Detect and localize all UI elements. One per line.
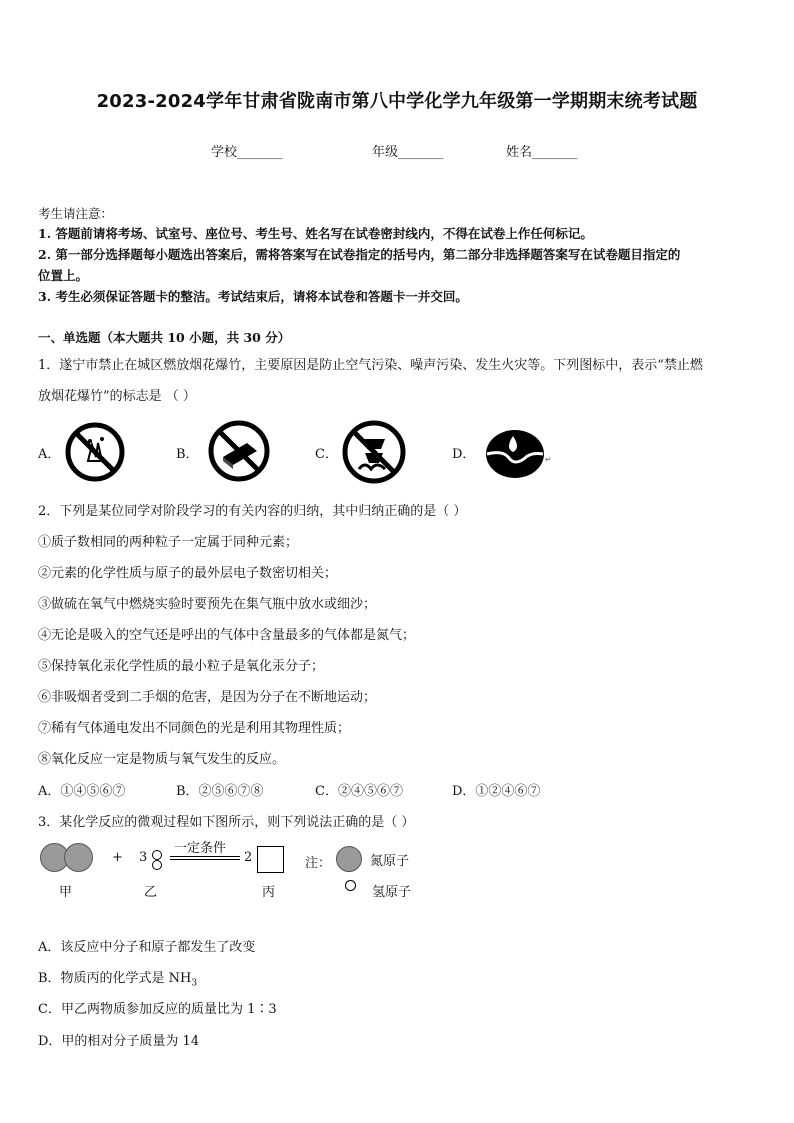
q3-option-b <box>38 967 197 989</box>
notice-heading: 考生请注意： <box>38 206 114 221</box>
notice-item: 3. 考生必须保证答题卡的整洁。考试结束后，请将本试卷和答题卡一并交回。 <box>38 289 468 304</box>
q2-statement: ①质子数相同的两种粒子一定属于同种元素； <box>38 535 299 550</box>
q3-option-c: C．甲乙两物质参加反应的质量比为 1∶3 <box>38 1002 277 1017</box>
q2-statement: ⑤保持氧化汞化学性质的最小粒子是氧化汞分子； <box>38 659 325 674</box>
hydrogen-atom <box>152 860 162 870</box>
no-burning-icon <box>341 419 407 485</box>
q2-option-c: C．②④⑤⑥⑦ <box>315 784 403 799</box>
page-title: 2023-2024学年甘肃省陇南市第八中学化学九年级第一学期期末统考试题 <box>96 91 698 112</box>
q2-option-d: D．①②④⑥⑦ <box>452 784 541 799</box>
legend-nitrogen-atom <box>336 846 362 872</box>
q1-option-d-label: D． <box>452 447 476 462</box>
legend-nitrogen-label: 氮原子 <box>370 854 410 869</box>
q1-line2: 放烟花爆竹”的标志是 （ ） <box>38 389 196 404</box>
q2-statement: ⑧氧化反应一定是物质与氧气发生的反应。 <box>38 752 286 767</box>
q2-option-b: B．②⑤⑥⑦⑧ <box>176 784 264 799</box>
q1-line1: 1．遂宁市禁止在城区燃放烟花爆竹，主要原因是防止空气污染、噪声污染、发生火灾等。下列图标中，表示“禁止燃 <box>38 358 703 373</box>
q3-option-d: D．甲的相对分子质量为 14 <box>38 1034 200 1049</box>
legend-hydrogen-atom <box>345 880 356 891</box>
label-bing: 丙 <box>262 885 276 900</box>
label-yi: 乙 <box>144 885 158 900</box>
q3-stem: 3．某化学反应的微观过程如下图所示，则下列说法正确的是（ ） <box>38 815 415 830</box>
q2-statement: ⑥非吸烟者受到二手烟的危害，是因为分子在不断地运动； <box>38 690 377 705</box>
coefficient-b: 3 <box>139 850 148 865</box>
q1-option-a-label: A． <box>38 447 61 462</box>
nitrogen-atom <box>64 843 93 872</box>
hydrogen-atom <box>152 850 162 860</box>
water-saving-icon <box>485 428 552 480</box>
school-field: 学校_______ <box>211 145 283 160</box>
q3-option-b-text: B．物质丙的化学式是 NH <box>38 971 192 986</box>
section-heading: 一、单选题（本大题共 10 小题，共 30 分） <box>38 330 291 345</box>
subscript-3: 3 <box>191 978 198 989</box>
notice-item: 2. 第一部分选择题每小题选出答案后，需将答案写在试卷指定的括号内，第二部分非选择题答案写在试卷题目指定的 <box>38 247 681 262</box>
plus-sign: + <box>112 850 123 865</box>
name-field: 姓名_______ <box>506 145 578 160</box>
q2-statement: ④无论是吸入的空气还是呼出的气体中含量最多的气体都是氮气； <box>38 628 416 643</box>
q3-option-a: A．该反应中分子和原子都发生了改变 <box>38 940 256 955</box>
product-box <box>257 846 284 873</box>
q2-statement: ⑦稀有气体通电发出不同颜色的光是利用其物理性质； <box>38 721 351 736</box>
q1-option-c-label: C． <box>315 447 338 462</box>
reaction-arrow-line <box>170 859 240 860</box>
reaction-arrow-line <box>170 856 240 857</box>
q2-stem: 2．下列是某位同学对阶段学习的有关内容的归纳，其中归纳正确的是（ ） <box>38 504 467 519</box>
q2-statement: ③做硫在氧气中燃烧实验时要预先在集气瓶中放水或细沙； <box>38 597 377 612</box>
notice-item: 位置上。 <box>38 268 89 283</box>
label-jia: 甲 <box>59 885 73 900</box>
q1-option-b-label: B． <box>176 447 199 462</box>
coefficient-c: 2 <box>244 850 253 865</box>
reaction-condition: 一定条件 <box>174 841 227 856</box>
legend-hydrogen-label: 氢原子 <box>372 885 412 900</box>
notice-item: 1. 答题前请将考场、试室号、座位号、考生号、姓名写在试卷密封线内，不得在试卷上作任何标记。 <box>38 226 593 241</box>
no-fireworks-icon <box>64 421 126 483</box>
svg-text:↵: ↵ <box>545 455 552 464</box>
no-firecracker-icon <box>207 419 271 483</box>
note-label: 注： <box>305 856 332 871</box>
grade-field: 年级_______ <box>372 145 444 160</box>
q2-option-a: A．①④⑤⑥⑦ <box>38 784 126 799</box>
q2-statement: ②元素的化学性质与原子的最外层电子数密切相关； <box>38 566 338 581</box>
